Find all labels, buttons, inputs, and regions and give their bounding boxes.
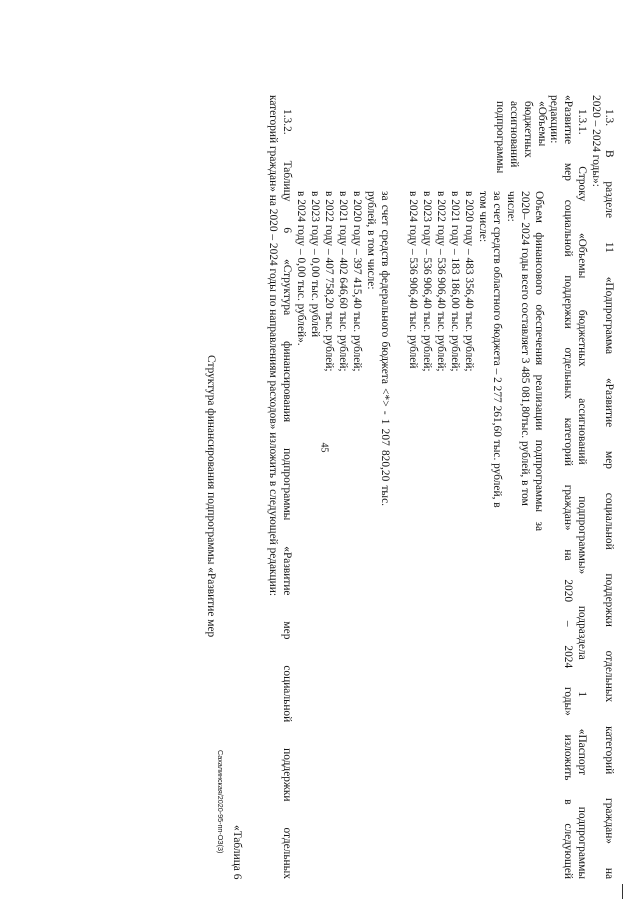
total-funding-line-3: числе:	[505, 191, 517, 222]
document-code: Сахалинская/2020-95-пп-ОЗ(3)	[216, 750, 225, 854]
federal-year-2024: в 2024 году – 0,00 тыс. рублей».	[295, 191, 307, 346]
table-label-line-1: «Объемы	[536, 101, 548, 147]
intro-line-4: «Развитие мер социальной поддержки отдельных категорий граждан» на 2020 – 2024 годы» изложить в следующей	[562, 95, 574, 879]
regional-year-2021: в 2021 году – 183 186,00 тыс. рублей;	[449, 191, 461, 372]
intro-line-5: редакции:	[548, 95, 560, 144]
intro-line-3: 1.3.1. Строку «Объемы бюджетных ассигнований подпрограммы» подраздела 1 «Паспорт подпрограммы	[576, 109, 588, 879]
section-132-line-2: категорий граждан» на 2020 – 2024 годы по направлениям расходов» изложить в следующей редакции:	[267, 95, 279, 597]
table-label-line-3: ассигнований	[508, 101, 520, 168]
total-funding-line-1: Объем финансового обеспечения реализации подпрограммы за	[533, 191, 545, 531]
regional-year-2023: в 2023 году – 536 906,40 тыс. рублей;	[421, 191, 433, 372]
table-6-heading: Структура финансирования подпрограммы «Развитие мер	[205, 355, 217, 638]
table-label-line-2: бюджетных	[522, 101, 534, 158]
federal-year-2020: в 2020 году – 397 415,40 тыс. рублей;	[351, 191, 363, 372]
page-number: 45	[318, 442, 330, 453]
federal-year-2022: в 2022 году – 407 758,20 тыс. рублей;	[323, 191, 335, 372]
total-funding-line-2: 2020– 2024 годы всего составляет 3 485 081,80тыс. рублей, в том	[519, 191, 531, 506]
federal-year-2021: в 2021 году – 402 646,60 тыс. рублей;	[337, 191, 349, 372]
regional-budget-line-1: за счет средств областного бюджета – 2 277 261,60 тыс. рублей, в	[491, 191, 503, 508]
regional-budget-line-2: том числе:	[477, 191, 489, 243]
regional-year-2024: в 2024 году – 536 906,40 тыс. рублей	[407, 191, 419, 369]
regional-year-2020: в 2020 году – 483 356,40 тыс. рублей;	[463, 191, 475, 372]
federal-budget-line-1: за счет средств федерального бюджета <*> - 1 207 820,20 тыс.	[379, 191, 391, 506]
intro-line-1: 1.3. В разделе 11 «Подпрограмма «Развитие мер социальной поддержки отдельных категорий граждан» на	[603, 109, 615, 879]
scan-edge-mark	[622, 884, 623, 899]
regional-year-2022: в 2022 году – 536 906,40 тыс. рублей;	[435, 191, 447, 372]
table-6-label: «Таблица 6	[231, 825, 243, 880]
federal-year-2023: в 2023 году – 0,00 тыс. рублей	[309, 191, 321, 338]
table-label-line-4: подпрограммы	[494, 101, 506, 174]
intro-line-2: 2020 – 2024 годы»:	[590, 95, 602, 187]
federal-budget-line-2: рублей, в том числе:	[365, 191, 377, 290]
rotated-document-body	[15, 95, 615, 881]
section-132-line-1: 1.3.2. Таблицу 6 «Структура финансирования подпрограммы «Развитие мер социальной поддержки отдельных	[281, 109, 293, 879]
